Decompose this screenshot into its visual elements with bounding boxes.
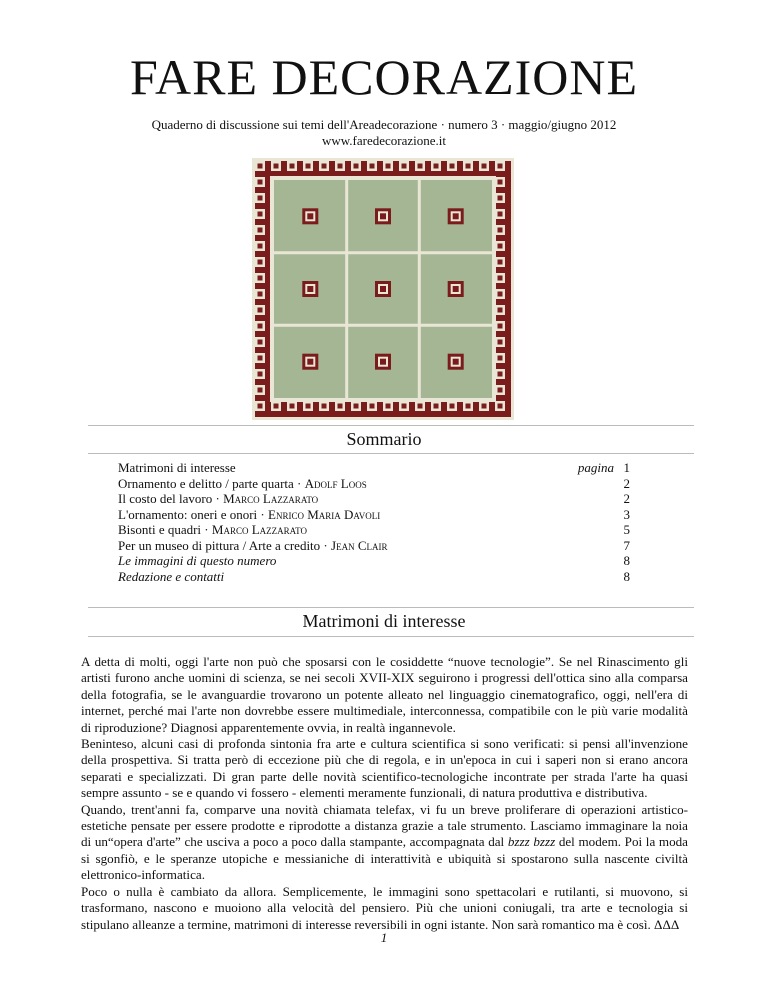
subtitle-issue: Quaderno di discussione sui temi dell'Areadecorazione · numero 3 · maggio/giugno 2012 [151,117,617,132]
toc-page-number: 3 [623,506,630,522]
article-emphasis: bzzz bzzz [507,834,556,850]
toc-entry[interactable] [118,460,630,476]
article-text: del modem. Poi la moda si sgonfiò, e le speranze utopiche e messianiche di interattività e ubiquità si spostarono sulla nascente civiltà elettronico-informatica. [81,834,688,883]
toc-page-number: 2 [623,491,630,506]
toc-page-number: 7 [623,537,630,553]
toc-entry-title: Il costo del lavoro · [118,491,224,506]
article-paragraph: Poco o nulla è cambiato da allora. Semplicemente, le immagini sono spettacolari e rutilanti, si muovono, si trasformano, nascono e muoiono alla velocità del pensiero. Più che unioni coniugali, tra arte e tecnologia si stipulano alleanze a termine, matrimoni di interesse reversibili in ogni istante. Non sarà romantico ma è così. ΔΔΔ [81,883,688,932]
article-text: Quando, trent'anni fa, comparve una novità chiamata telefax, vi fu un breve proliferare di operazioni artistico-estetiche pensate per essere prodotte e riprodotte a distanza grazie a tale strumento. Lasciamo immaginare la noia di un“opera d'arte” che usciva a poco a poco dalla stampante, accompagnata dal [81,801,688,850]
toc-entry[interactable] [118,522,630,538]
magazine-subtitle [0,117,768,149]
divider [88,607,694,608]
toc-page-number: 1 [623,460,630,475]
page-number: 1 [380,930,388,945]
subtitle-website: www.faredecorazione.it [321,133,447,148]
toc-entry-author: Marco Lazzarato [211,522,307,537]
sommario-heading: Sommario [346,429,422,449]
divider [88,636,694,637]
toc-entry-author: Marco Lazzarato [223,491,319,506]
toc-entry-title: Per un museo di pittura / Arte a credito · [118,537,332,553]
rug-illustration-icon [252,158,514,420]
article-paragraph [81,802,688,884]
divider [88,453,694,454]
toc-entry-title: Bisonti e quadri · [118,522,212,537]
toc-entry-title: L'ornamento: oneri e onori · [118,506,268,522]
toc-entry-title: Ornamento e delitto / parte quarta · [118,475,305,491]
toc-entry[interactable] [118,507,630,523]
article-body [81,654,688,933]
article-heading: Matrimoni di interesse [302,611,466,631]
toc-entry[interactable] [118,538,630,554]
toc-entry[interactable] [118,569,630,585]
toc-entry-title: Redazione e contatti [118,568,225,584]
toc-page-number: 5 [623,522,630,537]
toc-entry-author: Adolf Loos [304,475,367,491]
article-paragraph: Beninteso, alcuni casi di profonda sintonia fra arte e cultura scientifica si sono verificati: si pensi all'invenzione della prospettiva. Si tratta però di eccezione più che di regola, e in un'epoca in cui i saperi non si erano ancora separati e specializzati. Di gran parte delle novità scientifico-tecnologiche incontrate per strada l'arte ha quasi sempre assunto - se e quando vi fossero - elementi meramente funzionali, di natura produttiva e distributiva. [81,736,688,801]
toc-entry[interactable] [118,553,630,569]
toc-entry-author: Jean Clair [331,537,388,553]
toc-entry[interactable] [118,476,630,492]
magazine-title: FARE DECORAZIONE [129,49,639,105]
toc-entry-author: Enrico Maria Davoli [268,506,381,522]
toc-entry-title: Le immagini di questo numero [118,553,277,568]
page-label: pagina [577,460,614,475]
toc-entry[interactable] [118,491,630,507]
toc-page-number: 2 [623,475,630,491]
toc-page-number: 8 [623,553,630,568]
toc-entry-title: Matrimoni di interesse [118,460,236,475]
table-of-contents [118,460,630,584]
toc-page-number: 8 [623,568,630,584]
article-paragraph: A detta di molti, oggi l'arte non può che sposarsi con le cosiddette “nuove tecnologie”. Se nel Rinascimento gli artisti furono anche uomini di scienza, se nei secoli XVII-XIX seguirono i progressi dell'ottica sino alla comparsa della fotografia, se le avanguardie trovarono un potente alleato nel linguaggio cinematografico, oggi, nell'era di internet, perché mai l'arte non dovrebbe essere multimediale, interconnessa, compatibile con le più varie modalità di riproduzione? Diagnosi apparentemente ovvia, in realtà ingannevole. [81,654,688,735]
divider [88,425,694,426]
